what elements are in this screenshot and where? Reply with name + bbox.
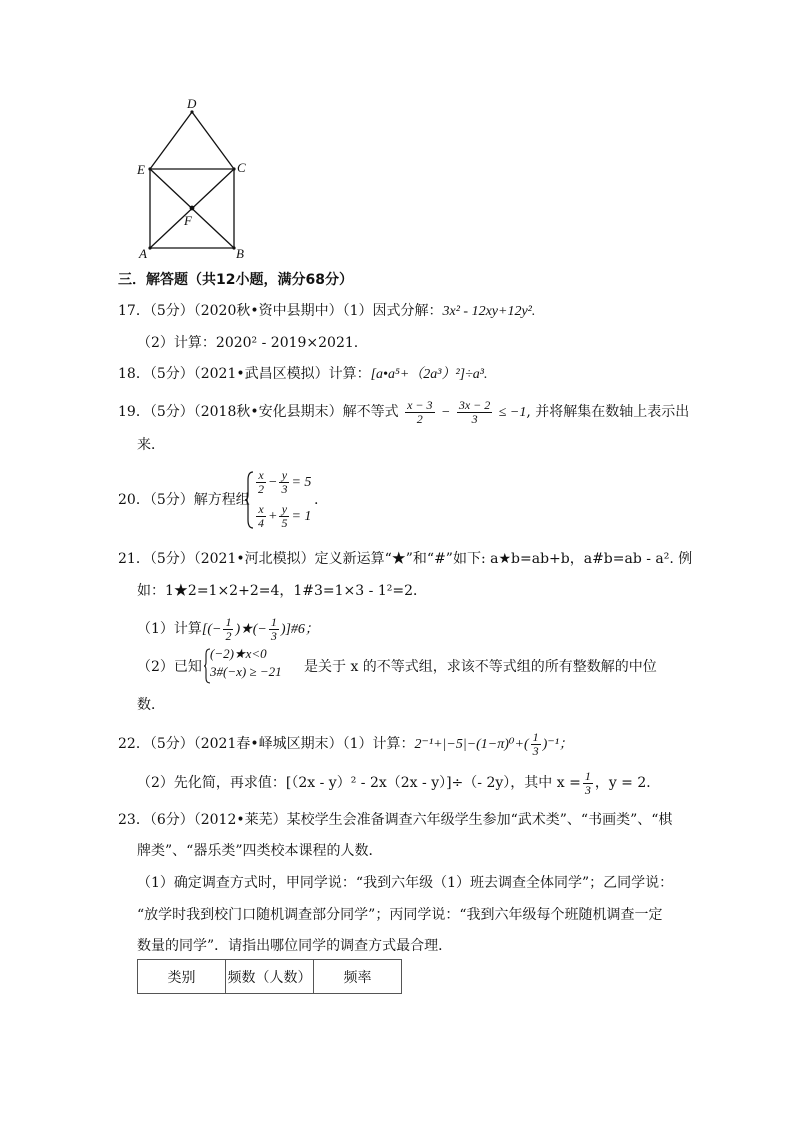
question-17-part2 <box>137 333 358 353</box>
segment-DE <box>150 112 192 169</box>
q17-part2-prefix: （2）计算： <box>137 335 216 351</box>
q19-fraction-1: $\frac{x - 3}{2}$ <box>407 397 433 426</box>
table-header-frequency-rate: 频率 <box>314 960 402 994</box>
question-23-line5: 数量的同学”．请指出哪位同学的调查方式最合理． <box>137 938 453 954</box>
question-23-line1: 23．（6分）（2012•莱芜）某校学生会准备调查六年级学生参加“武术类”、“书画类”、“棋 <box>118 812 673 828</box>
question-21-line1: 21．（5分）（2021•河北模拟）定义新运算“★”和“#”如下: a★b=ab+b，a#b=ab - a². 例 <box>118 551 693 567</box>
question-21-part2-prefix: （2）已知 <box>137 659 202 675</box>
question-22: 22．（5分）（2021春•峄城区期末）（1）计算：2⁻¹+|−5|−(1−π)⁰+( $\frac{1}{3}$ )⁻¹； <box>118 729 573 758</box>
q21-system-line1: (−2)★x<0 <box>210 646 267 661</box>
q19-fraction-2: $\frac{3x - 2}{3}$ <box>458 397 491 426</box>
q19-suffix: , 并将解集在数轴上表示出 <box>526 404 690 420</box>
q20-brace <box>244 470 254 530</box>
q17-expr: 3x² - 12xy+12y². <box>442 304 536 319</box>
q20-end: . <box>314 492 319 508</box>
q19-relation: ≤ −1 <box>498 405 527 420</box>
q21-system-line2: 3#(−x) ≥ −21 <box>210 664 282 679</box>
q20-equation-2: $\frac{x}{4}$ + $\frac{y}{5}$ = 1 <box>258 501 312 530</box>
label-E: E <box>137 162 145 177</box>
q17-part2-expr: 2020² - 2019×2021. <box>215 335 359 351</box>
question-20-prefix: 20．（5分）解方程组 <box>118 492 250 508</box>
table-header-category: 类别 <box>138 960 226 994</box>
table-header-frequency-count: 频数（人数） <box>226 960 314 994</box>
question-23-line3: （1）确定调查方式时，甲同学说：“我到六年级（1）班去调查全体同学”；乙同学说： <box>137 875 674 891</box>
label-C: C <box>237 160 246 175</box>
label-B: B <box>236 246 244 261</box>
question-21-part2-line2: 数． <box>137 697 165 713</box>
question-18 <box>118 364 488 385</box>
label-A: A <box>139 246 147 261</box>
question-19-line2: 来． <box>137 437 165 453</box>
question-21-line2: 如：1★2=1×2+2=4，1#3=1×3 - 1²=2． <box>137 583 427 599</box>
section-title: 三．解答题（共12小题，满分68分） <box>118 272 353 288</box>
question-23-line2: 牌类”、“器乐类”四类校本课程的人数． <box>137 843 383 859</box>
label-F: F <box>184 213 192 228</box>
frequency-table <box>137 959 402 994</box>
question-19: 19．（5分）（2018秋•安化县期末）解不等式 $\frac{x - 3}{2}$ − $\frac{3x - 2}{3}$ ≤ −1, 并将解集在数轴上表示出 <box>118 397 690 426</box>
segment-DC <box>192 112 234 169</box>
q19-prefix: 19．（5分）（2018秋•安化县期末）解不等式 <box>118 404 399 420</box>
q18-expr: [a•a⁵+（2a³）²]÷a³. <box>370 367 488 382</box>
question-17 <box>118 301 535 322</box>
q18-prefix: 18．（5分）（2021•武昌区模拟）计算： <box>118 366 371 382</box>
question-21-part2-suffix: 是关于 x 的不等式组，求该不等式组的所有整数解的中位 <box>304 659 657 675</box>
q20-equation-1: $\frac{x}{2}$ − $\frac{y}{3}$ = 5 <box>258 467 312 496</box>
label-D: D <box>187 96 197 111</box>
question-23-line4: “放学时我到校门口随机调查部分同学”；丙同学说：“我到六年级每个班随机调查一定 <box>137 907 663 923</box>
question-21-part1: （1）计算[(− $\frac{1}{2}$ )★(− $\frac{1}{3}$ )]#6； <box>137 614 319 643</box>
geometry-figure <box>130 92 260 267</box>
table-header-row <box>138 960 402 994</box>
q17-prefix: 17．（5分）（2020秋•资中县期中）（1）因式分解： <box>118 303 443 319</box>
question-22-part2: （2）先化简，再求值：[（2x - y）² - 2x（2x - y）]÷（- 2y），其中 x = $\frac{1}{3}$ ，y = 2． <box>137 768 661 797</box>
